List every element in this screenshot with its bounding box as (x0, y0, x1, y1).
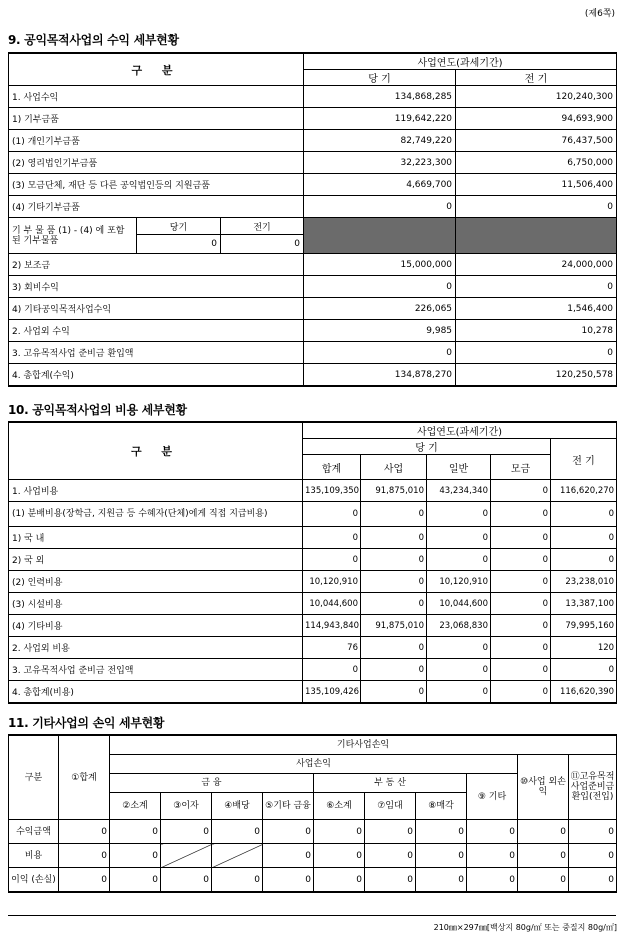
table-row (9, 196, 617, 218)
header-total: ①합계 (59, 735, 110, 820)
value-cell: 0 (491, 480, 551, 502)
value-cell: 10,120,910 (303, 571, 361, 593)
value-current: 9,985 (304, 320, 456, 342)
value-cell: 0 (427, 502, 491, 527)
value-cell: 10,120,910 (427, 571, 491, 593)
row-label: 수익금액 (9, 820, 59, 844)
value-cell: 135,109,426 (303, 681, 361, 704)
header-col-4: ④배당 (212, 793, 263, 820)
value-cell: 0 (263, 844, 314, 868)
section-10-title: 10. 공익목적사업의 비용 세부현황 (8, 403, 187, 417)
value-cell: 120 (551, 637, 617, 659)
header-col: 합계 (303, 455, 361, 480)
value-cell: 10,044,600 (427, 593, 491, 615)
row-label: 3. 고유목적사업 준비금 환입액 (9, 342, 304, 364)
row-label: 2) 국 외 (9, 549, 303, 571)
footer-rule (8, 915, 616, 916)
value-current: 134,868,285 (304, 86, 456, 108)
value-cell: 0 (491, 593, 551, 615)
row-label: 2. 사업외 수익 (9, 320, 304, 342)
table-row (9, 276, 617, 298)
value-current: 0 (304, 276, 456, 298)
value-cell: 0 (361, 571, 427, 593)
value-cell: 0 (361, 502, 427, 527)
value-cell: 0 (59, 868, 110, 893)
value-previous: 10,278 (456, 320, 617, 342)
value-cell: 0 (303, 527, 361, 549)
value-cell: 23,068,830 (427, 615, 491, 637)
value-current: 226,065 (304, 298, 456, 320)
value-cell: 0 (361, 681, 427, 704)
page-number: (제6쪽) (584, 9, 615, 19)
value-cell: 0 (427, 527, 491, 549)
value-cell: 0 (491, 637, 551, 659)
header-previous: 전 기 (551, 439, 617, 480)
value-cell: 0 (59, 820, 110, 844)
value-current: 0 (304, 196, 456, 218)
value-cell: 43,234,340 (427, 480, 491, 502)
in-kind-header-current: 당기 (137, 218, 221, 235)
value-cell: 0 (110, 868, 161, 893)
value-cell: 0 (361, 659, 427, 681)
table-row (9, 615, 617, 637)
value-cell: 0 (569, 820, 617, 844)
value-cell: 79,995,160 (551, 615, 617, 637)
row-label: (1) 분배비용(장학금, 지원금 등 수혜자(단체)에게 직접 지급비용) (9, 502, 303, 527)
table-row (9, 320, 617, 342)
row-label: 1) 기부금품 (9, 108, 304, 130)
value-cell: 0 (361, 637, 427, 659)
row-label: 4) 기타공익목적사업수익 (9, 298, 304, 320)
header-col-8: ⑧매각 (416, 793, 467, 820)
row-label: 3) 회비수익 (9, 276, 304, 298)
value-cell: 0 (427, 681, 491, 704)
value-cell: 0 (361, 549, 427, 571)
other-business-table (8, 734, 617, 893)
row-label: (2) 영리법인기부금품 (9, 152, 304, 174)
table-row (9, 174, 617, 196)
header-previous: 전 기 (456, 70, 617, 86)
row-label: 3. 고유목적사업 준비금 전입액 (9, 659, 303, 681)
header-col-3: ③이자 (161, 793, 212, 820)
value-cell (212, 844, 263, 868)
value-cell: 0 (491, 681, 551, 704)
value-cell: 0 (161, 820, 212, 844)
table-row (9, 593, 617, 615)
value-cell: 0 (212, 820, 263, 844)
table-row (9, 298, 617, 320)
table-row (9, 342, 617, 364)
header-gubun: 구 분 (9, 53, 304, 86)
value-cell: 0 (314, 844, 365, 868)
value-current: 32,223,300 (304, 152, 456, 174)
row-label: (3) 시설비용 (9, 593, 303, 615)
table-row (9, 637, 617, 659)
value-cell: 0 (314, 820, 365, 844)
row-label: 2. 사업외 비용 (9, 637, 303, 659)
value-cell: 0 (427, 637, 491, 659)
row-label: 4. 총합계(수익) (9, 364, 304, 387)
paper-spec: 210㎜×297㎜[백상지 80g/㎡ 또는 중질지 80g/㎡] (433, 923, 617, 932)
in-kind-header-previous: 전기 (221, 218, 304, 235)
row-label: (1) 개인기부금품 (9, 130, 304, 152)
value-cell: 114,943,840 (303, 615, 361, 637)
value-cell: 0 (427, 549, 491, 571)
row-label: (2) 인력비용 (9, 571, 303, 593)
shaded-cell (304, 218, 456, 254)
table-row (9, 480, 617, 502)
header-col-9: ⑨ 기타 (467, 774, 518, 820)
value-cell: 76 (303, 637, 361, 659)
value-cell: 0 (491, 527, 551, 549)
value-cell: 23,238,010 (551, 571, 617, 593)
section-11-title: 11. 기타사업의 손익 세부현황 (8, 716, 165, 730)
value-cell: 116,620,390 (551, 681, 617, 704)
value-cell: 0 (303, 502, 361, 527)
value-cell: 0 (365, 868, 416, 893)
value-previous: 120,250,578 (456, 364, 617, 387)
value-cell: 0 (110, 820, 161, 844)
value-previous: 0 (456, 196, 617, 218)
value-cell: 0 (303, 659, 361, 681)
value-cell: 0 (491, 571, 551, 593)
header-col: 모금 (491, 455, 551, 480)
section-9-title: 9. 공익목적사업의 수익 세부현황 (8, 33, 179, 47)
value-current: 134,878,270 (304, 364, 456, 387)
value-cell: 0 (263, 820, 314, 844)
in-kind-current: 0 (137, 235, 221, 254)
shaded-cell (456, 218, 617, 254)
value-previous: 24,000,000 (456, 254, 617, 276)
row-label: 이익 (손실) (9, 868, 59, 893)
value-cell: 0 (263, 868, 314, 893)
value-cell (161, 844, 212, 868)
value-cell: 0 (110, 844, 161, 868)
value-cell: 135,109,350 (303, 480, 361, 502)
header-col: 일반 (427, 455, 491, 480)
value-cell: 13,387,100 (551, 593, 617, 615)
row-label: 1) 국 내 (9, 527, 303, 549)
value-current: 119,642,220 (304, 108, 456, 130)
value-cell: 0 (427, 659, 491, 681)
row-label: (4) 기타기부금품 (9, 196, 304, 218)
table-row (9, 130, 617, 152)
table-row (9, 571, 617, 593)
header-col-10: ⑩사업 외손익 (518, 755, 569, 820)
header-gubun: 구분 (9, 735, 59, 820)
table-row (9, 108, 617, 130)
value-current: 4,669,700 (304, 174, 456, 196)
value-cell: 0 (491, 549, 551, 571)
value-cell: 0 (551, 502, 617, 527)
value-cell: 0 (59, 844, 110, 868)
row-label: 2) 보조금 (9, 254, 304, 276)
value-cell: 0 (467, 844, 518, 868)
value-cell: 0 (518, 868, 569, 893)
row-label: (4) 기타비용 (9, 615, 303, 637)
table-row (9, 820, 617, 844)
value-cell: 91,875,010 (361, 480, 427, 502)
value-previous: 94,693,900 (456, 108, 617, 130)
revenue-table (8, 52, 617, 387)
value-previous: 0 (456, 342, 617, 364)
expense-table (8, 421, 617, 704)
value-cell: 0 (551, 527, 617, 549)
header-realty: 부 동 산 (314, 774, 467, 793)
row-label: 비용 (9, 844, 59, 868)
header-current: 당 기 (303, 439, 551, 455)
header-col: 사업 (361, 455, 427, 480)
table-row (9, 152, 617, 174)
value-cell: 0 (518, 820, 569, 844)
value-cell: 0 (365, 820, 416, 844)
value-previous: 11,506,400 (456, 174, 617, 196)
row-label: (3) 모금단체, 재단 등 다른 공익법인등의 지원금품 (9, 174, 304, 196)
value-cell: 0 (314, 868, 365, 893)
value-cell: 0 (361, 593, 427, 615)
value-cell: 10,044,600 (303, 593, 361, 615)
header-other-pl: 기타사업손익 (110, 735, 617, 755)
value-cell: 0 (569, 844, 617, 868)
value-cell: 0 (416, 820, 467, 844)
table-row (9, 364, 617, 387)
row-label: 1. 사업수익 (9, 86, 304, 108)
table-row (9, 527, 617, 549)
value-previous: 76,437,500 (456, 130, 617, 152)
row-label: 1. 사업비용 (9, 480, 303, 502)
value-cell: 0 (161, 868, 212, 893)
value-cell: 0 (212, 868, 263, 893)
value-cell: 0 (467, 820, 518, 844)
header-col-2: ②소계 (110, 793, 161, 820)
header-fiscal-year: 사업연도(과세기간) (303, 422, 617, 439)
row-label: 4. 총합계(비용) (9, 681, 303, 704)
in-kind-previous: 0 (221, 235, 304, 254)
table-row (9, 868, 617, 893)
table-row (9, 549, 617, 571)
header-finance: 금 융 (110, 774, 314, 793)
header-col-5: ⑤기타 금융 (263, 793, 314, 820)
value-cell: 0 (491, 502, 551, 527)
value-cell: 0 (491, 659, 551, 681)
header-col-11: ⑪고유목적사업준비금환입(전입) (569, 755, 617, 820)
value-previous: 6,750,000 (456, 152, 617, 174)
table-row (9, 254, 617, 276)
table-row (9, 681, 617, 704)
header-col-7: ⑦임대 (365, 793, 416, 820)
value-cell: 0 (416, 844, 467, 868)
header-gubun: 구 분 (9, 422, 303, 480)
value-cell: 0 (551, 549, 617, 571)
value-cell: 0 (303, 549, 361, 571)
value-cell: 0 (491, 615, 551, 637)
value-current: 82,749,220 (304, 130, 456, 152)
table-row (9, 844, 617, 868)
value-current: 0 (304, 342, 456, 364)
value-cell: 91,875,010 (361, 615, 427, 637)
value-cell: 0 (551, 659, 617, 681)
table-row (9, 502, 617, 527)
value-cell: 0 (361, 527, 427, 549)
value-previous: 0 (456, 276, 617, 298)
value-cell: 0 (365, 844, 416, 868)
value-previous: 120,240,300 (456, 86, 617, 108)
table-row (9, 86, 617, 108)
in-kind-label: 기 부 물 품 (1) - (4) 에 포함된 기부물품 (9, 218, 137, 254)
header-col-6: ⑥소계 (314, 793, 365, 820)
value-cell: 0 (416, 868, 467, 893)
table-row (9, 659, 617, 681)
value-cell: 0 (569, 868, 617, 893)
header-fiscal-year: 사업연도(과세기간) (304, 53, 617, 70)
value-previous: 1,546,400 (456, 298, 617, 320)
value-current: 15,000,000 (304, 254, 456, 276)
value-cell: 0 (518, 844, 569, 868)
header-current: 당 기 (304, 70, 456, 86)
value-cell: 0 (467, 868, 518, 893)
header-business-pl: 사업손익 (110, 755, 518, 774)
value-cell: 116,620,270 (551, 480, 617, 502)
